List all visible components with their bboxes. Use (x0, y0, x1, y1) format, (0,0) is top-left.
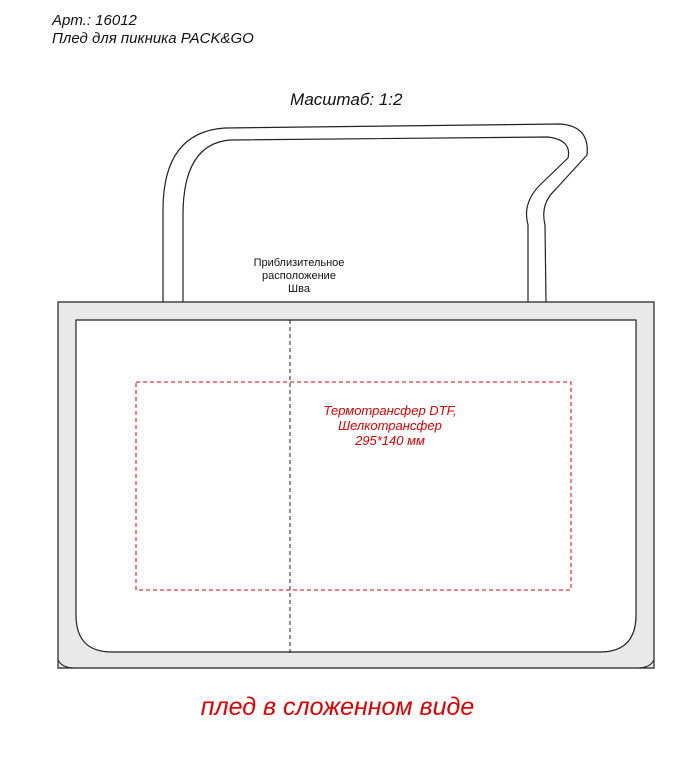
seam-label (224, 257, 374, 296)
scale-label: Масштаб: 1:2 (290, 90, 403, 109)
print-size: 295*140 мм (355, 433, 425, 448)
seam-label-line: Приблизительное (253, 257, 345, 269)
print-area-label (300, 403, 480, 448)
seam-label-line: расположение (262, 270, 336, 282)
article-number: Арт.: 16012 (52, 12, 137, 29)
print-method: Термотрансфер DTF, (323, 403, 457, 418)
product-name: Плед для пикника PACK&GO (52, 30, 254, 47)
print-method: Шелкотрансфер (338, 418, 442, 433)
caption: плед в сложенном виде (200, 693, 475, 721)
blanket-body-inner (76, 320, 636, 652)
seam-label-line: Шва (288, 283, 310, 295)
